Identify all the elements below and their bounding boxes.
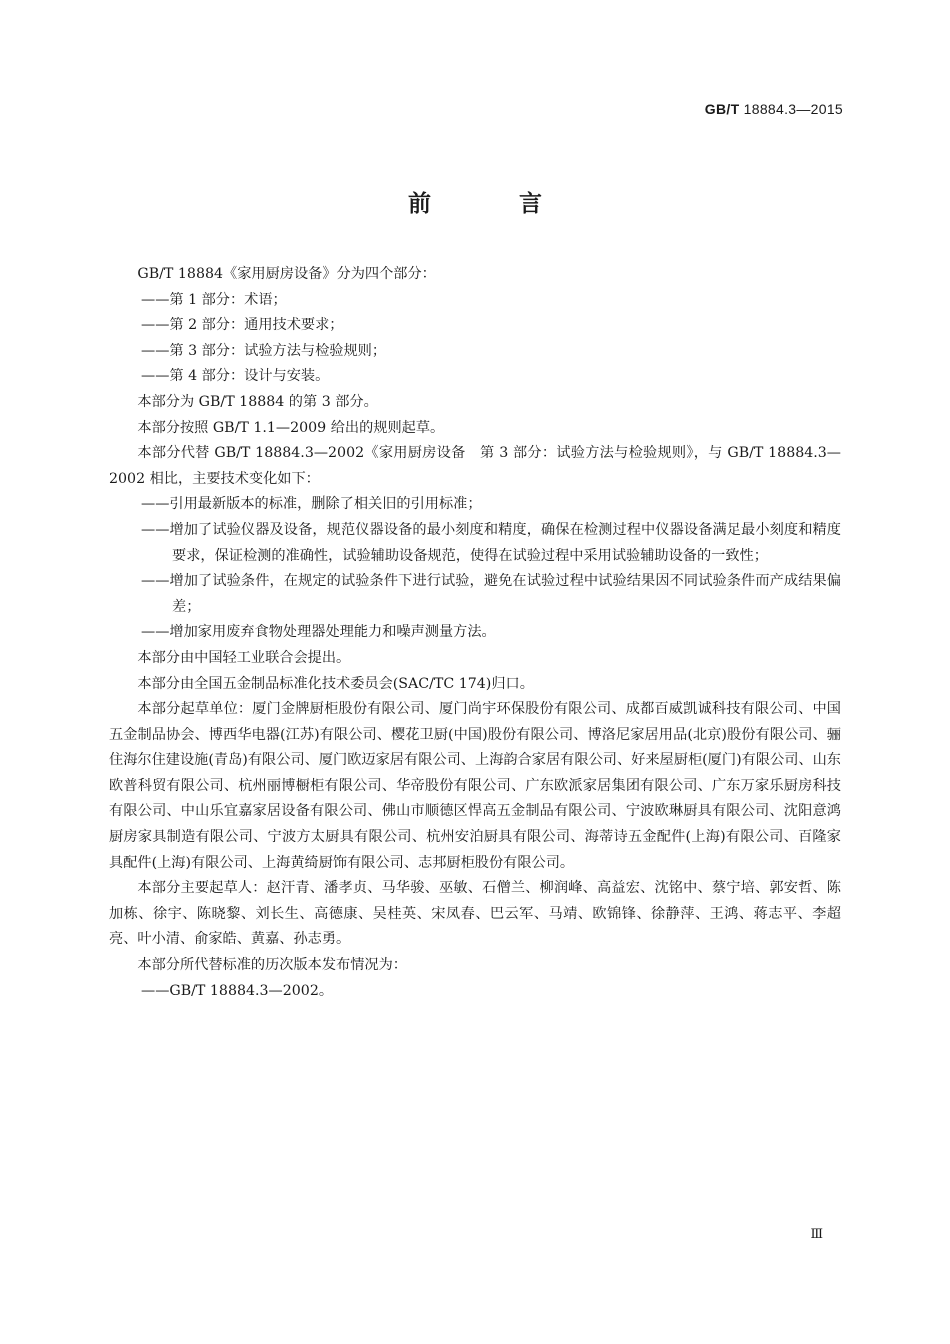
page-title: 前 言 (407, 191, 582, 217)
list-item: ——增加了试验仪器及设备，规范仪器设备的最小刻度和精度，确保在检测过程中仪器设备满足最小刻度和精度要求，保证检测的准确性，试验辅助设备规范，使得在试验过程中采用试验辅助设备的一致性； (141, 521, 841, 564)
list-item: ——第 3 部分：试验方法与检验规则； (141, 342, 387, 359)
paragraph: 本部分代替 GB/T 18884.3—2002《家用厨房设备 第 3 部分：试验方法与检验规则》，与 GB/T 18884.3—2002 相比，主要技术变化如下： (109, 445, 841, 487)
list-item: ——第 1 部分：术语； (141, 291, 287, 308)
paragraph: GB/T 18884《家用厨房设备》分为四个部分： (137, 266, 436, 282)
paragraph: 本部分由中国轻工业联合会提出。 (137, 649, 351, 666)
foreword-body (109, 262, 841, 1004)
standard-code-number: 18884.3—2015 (743, 101, 843, 117)
list-item: ——增加了试验条件，在规定的试验条件下进行试验，避免在试验过程中试验结果因不同试验条件而产成结果偏差； (141, 573, 841, 615)
paragraph: 本部分起草单位：厦门金牌厨柜股份有限公司、厦门尚宇环保股份有限公司、成都百威凯诚科技有限公司、中国五金制品协会、博西华电器(江苏)有限公司、樱花卫厨(中国)股份有限公司、博洛尼家居用品(北京)股份有限公司、骊住海尔住建设施(青岛)有限公司、厦门欧迈家居有限公司、上海韵合家居有限公司、好来屋厨柜(厦门)有限公司、山东欧普科贸有限公司、杭州丽博橱柜有限公司、华帝股份有限公司、广东欧派家居集团有限公司、广东万家乐厨房科技有限公司、中山乐宜嘉家居设备有限公司、佛山市顺德区悍高五金制品有限公司、宁波欧琳厨具有限公司、沈阳意鸿厨房家具制造有限公司、宁波方太厨具有限公司、杭州安泊厨具有限公司、海蒂诗五金配件(上海)有限公司、百隆家具配件(上海)有限公司、上海黄绮厨饰有限公司、志邦厨柜股份有限公司。 (109, 701, 841, 871)
list-item: ——GB/T 18884.3—2002。 (141, 982, 334, 999)
list-item: ——引用最新版本的标准，删除了相关旧的引用标准； (141, 496, 482, 513)
list-item: ——第 2 部分：通用技术要求； (141, 317, 344, 334)
paragraph: 本部分主要起草人：赵汗青、潘孝贞、马华骏、巫敏、石僧兰、柳润峰、高益宏、沈铭中、蔡宁培、郭安哲、陈加栋、徐宇、陈晓黎、刘长生、高德康、吴桂英、宋凤春、巴云军、马靖、欧锦锋、徐静萍、王鸿、蒋志平、李超亮、叶小清、俞家皓、黄嘉、孙志勇。 (109, 880, 841, 948)
list-item: ——增加家用废弃食物处理器处理能力和噪声测量方法。 (141, 624, 496, 641)
paragraph: 本部分按照 GB/T 1.1—2009 给出的规则起草。 (137, 419, 445, 436)
paragraph: 本部分为 GB/T 18884 的第 3 部分。 (137, 393, 378, 410)
standard-code (705, 101, 843, 117)
paragraph: 本部分所代替标准的历次版本发布情况为： (137, 957, 407, 974)
list-item: ——第 4 部分：设计与安装。 (141, 368, 330, 385)
paragraph: 本部分由全国五金制品标准化技术委员会(SAC/TC 174)归口。 (137, 675, 534, 692)
page-number: Ⅲ (810, 1226, 823, 1241)
standard-code-prefix: GB/T (704, 101, 740, 117)
